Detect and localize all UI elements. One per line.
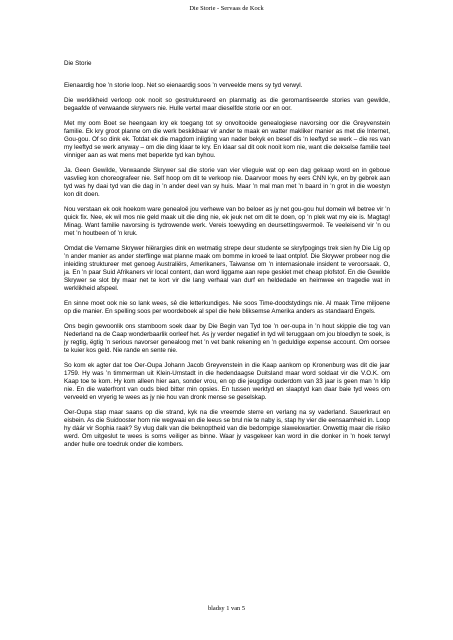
document-title: Die Storie: [64, 60, 92, 67]
page-footer: bladsy 1 van 5: [207, 605, 246, 612]
paragraph-4: Ja. Geen Gewilde, Verwaande Skrywer sal die storie van vier vlieguie wat op een dag gekaap word en in geboue vasvlieg kon choreografeer nie. Self hoop om dit te verkoop nie. Daarvoor moes hy eers CNN kyk, en by gebrek aan tyd was hy daai tyd van die dag in ’n ander deel van sy huis. Maar ’n mal man met ’n baard in ’n grot in die woestyn kon dit doen.: [64, 167, 390, 199]
paragraph-9: So kom ek agter dat toe Oer-Oupa Johann Jacob Greyvenstein in die Kaap aankom op Kronenburg was dit die jaar 1759. Hy was ’n timmerman uit Klein-Umstadt in die hedendaagse Duitsland maar word soldaat vir die V.O.K. om Kaap toe te kom. Hy kom alleen hier aan, sonder vrou, en op die jeugdige ouderdom van 33 jaar is geen man ’n klip nie. En die waterfront van ouds bied bitter min opsies. En tussen werktyd en slaaptyd kan daar baie tyd wees om verveeld en vryerig te wees as jy nie hou van dronk mense se geselskap.: [64, 362, 390, 402]
paragraph-10: Oer-Oupa stap maar saans op die strand, kyk na die vreemde sterre en verlang na sy vaderland. Sauerkraut en eisbein. As die Suidooster hom nie wegwaai en die leeus se brul nie te naby is, stap hy vier die eensaamheid in. Loop hy dáár vir Sophia raak? Sy vlug dalk van die beknoptheid van die bedompige slawekwartier. Onwettig maar die risiko werd. Om uitgeslut te wees is soms veiliger as binne. Waar jy vasgekeer kan word in die donker in ’n hoek terwyl ander hulle ore toedruk onder die kombers.: [64, 409, 390, 448]
paragraph-8: Ons begin gewoonlik ons stamboom soek daar by Die Begin van Tyd toe ’n oer-oupa in ’n hout skippie die tog van Nederland na de Caap wonderbaarlik oorleef het. As jy verder negatief in tyd wil teruggaan om jou bloedlyn te soek, is jy regtig, ëgtig ’n serious navorser genealoog met ’n vet bank rekening en ’n geduldige expense account. Om oorsee te kuier kos geld. Nie rande en sente nie.: [64, 323, 390, 355]
paragraph-3: Met my oom Boet se heengaan kry ek toegang tot sy onvoltooide genealogiese navorsing oor die Greyvenstein familie. Ek kry groot planne om die werk beskikbaar vir ander te maak en watter makliker manier as met die Internet, Gou-gou. Of so dink ek. Totdat ek die magdom inligting van nader bekyk en besef dis ’n leeftyd se werk – die res van my leeftyd se werk anyway – om die ding klaar te kry. En klaar sal dit ook nooit kom nie, want die dekselse familie teel vinniger aan as wat mens met beperkte tyd kan byhou.: [64, 120, 390, 160]
paragraph-6: Omdat die Vername Skrywer hiërargies dink en wetmatig strepe deur studente se skryfpogings trek sien hy Die Lig op ’n ander manier as ander sterflinge wat planne maak om bomme in kroeë te laat ontplof. Die Skrywer probeer nog die inleiding struktureer met genoeg Australiërs, Amerikaners, Taiwanse om ’n internasionale insident te veroorsaak. O, ja. En ’n paar Suid Afrikaners vir local content, dan word liggame aan repe geskiet met cheap plofstof. En die Gewilde Skrywer se slot bly maar net te kort vir die lang verhaal van durf en heldedade en heimwee en tragedie wat in werklikheid afspeel.: [64, 245, 390, 292]
paragraph-5: Nou verstaan ek ook hoekom ware genealoë jou verhewe van bo beloer as jy net gou-gou hul domein wil betree vir ’n quick fix. Nee, ek wil mos nie geld maak uit die ding nie, ek jeuk net om dit te doen, op ’n plek wat my eie is. Magtag! Minag. Want familie navorsing is tydrowende werk. Vereis toewyding en deursettingsvermoë. Te veeleisend vir ’n ou met ’n houtbeen of ’n kruk.: [64, 206, 390, 238]
page-header: Die Storie - Servaas de Kock: [189, 5, 264, 12]
paragraph-7: En sinne moet ook nie so lank wees, sê die letterkundiges. Nie soos Time-doodstydings nie. Al maak Time miljoene op die manier. En spelling soos per woordeboek al spel die hele bliksemse Amerika anders as standaard Engels.: [64, 300, 390, 316]
document-body: [64, 60, 390, 456]
paragraph-1: Eienaardig hoe ’n storie loop. Net so eienaardig soos ’n verveelde mens sy tyd verwyl.: [64, 81, 303, 89]
paragraph-2: Die werklikheid verloop ook nooit so gestruktureerd en planmatig as die geromantiseerde stories van gewilde, begaafde of verwaande skrywers nie. Hulle vertel maar dieselfde storie oor en oor.: [64, 97, 390, 113]
